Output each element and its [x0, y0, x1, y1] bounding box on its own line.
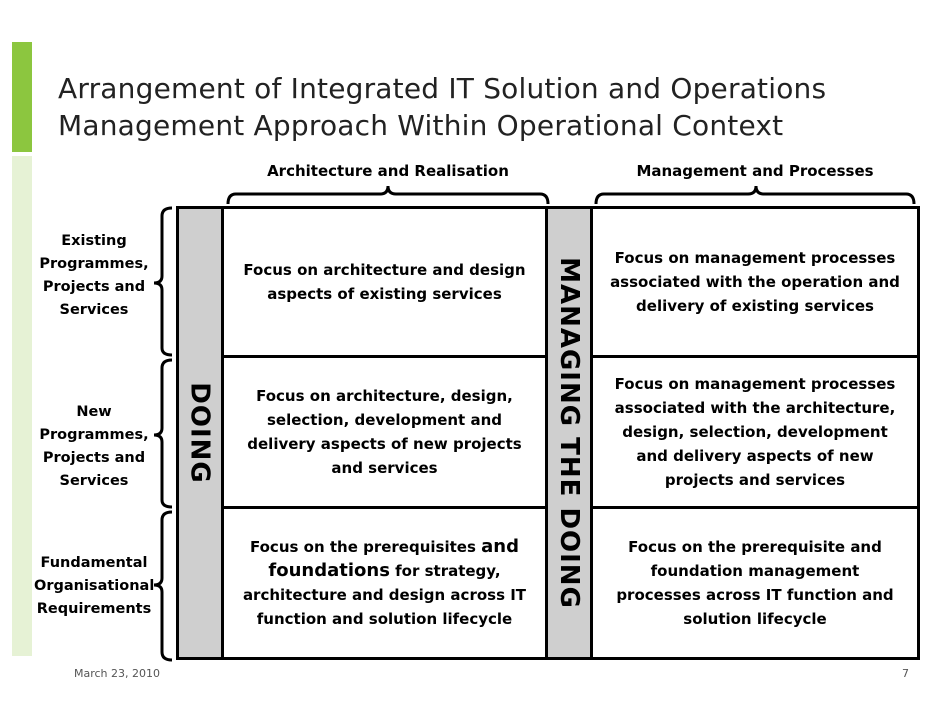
- cell-line: Focus on the prerequisite and: [628, 538, 882, 556]
- cell-line: foundation management: [650, 562, 860, 580]
- cell-line: selection, development and: [267, 411, 502, 429]
- cell-line: Focus on management processes: [614, 249, 896, 267]
- row-label-line: Requirements: [36, 601, 152, 617]
- row-label-line: Projects and: [42, 450, 146, 466]
- row-label-line: Projects and: [42, 279, 146, 295]
- brace-management: [596, 186, 914, 204]
- page-number: 7: [902, 667, 909, 680]
- cell-arch-fundamental: [224, 509, 545, 657]
- cell-line: associated with the architecture,: [614, 399, 896, 417]
- cell-line: delivery aspects of new projects: [247, 435, 522, 453]
- title-line-1: Arrangement of Integrated IT Solution and Operations: [58, 72, 827, 105]
- cell-line: solution lifecycle: [683, 610, 827, 628]
- cell-line: architecture and design across IT: [242, 586, 527, 604]
- row-label-line: Programmes,: [39, 427, 149, 443]
- row-label-existing: [34, 230, 154, 322]
- row-label-line: Existing: [61, 233, 127, 249]
- managing-band: [548, 209, 590, 657]
- cell-line: design, selection, development: [622, 423, 888, 441]
- cell-line: [243, 559, 526, 583]
- cell-text: Focus on the prerequisites: [249, 538, 476, 556]
- doing-label: DOING: [185, 382, 215, 484]
- cell-line: aspects of existing services: [267, 285, 502, 303]
- title-line-2: Management Approach Within Operational Context: [58, 109, 784, 142]
- brace-architecture: [228, 186, 548, 204]
- row-label-line: Programmes,: [39, 256, 149, 272]
- column-header-management: Management and Processes: [636, 162, 874, 180]
- cell-line: function and solution lifecycle: [256, 610, 513, 628]
- cell-line: delivery of existing services: [636, 297, 874, 315]
- row-label-new: [34, 401, 154, 493]
- cell-line: [243, 535, 526, 559]
- cell-text-large: foundations: [268, 560, 390, 581]
- cell-line: associated with the operation and: [610, 273, 900, 291]
- row-label-fundamental: [34, 552, 154, 621]
- cell-mgmt-fundamental: [593, 509, 917, 657]
- accent-bar-top: [12, 42, 32, 152]
- row-label-line: Organisational: [34, 578, 155, 594]
- brace-row-2: [154, 360, 172, 507]
- cell-line: and services: [331, 459, 438, 477]
- cell-line: Focus on architecture, design,: [256, 387, 513, 405]
- cell-line: Focus on architecture and design: [243, 261, 526, 279]
- row-label-line: Services: [59, 473, 129, 489]
- cell-mgmt-new: [593, 358, 917, 506]
- accent-bar-bottom: [12, 156, 32, 656]
- cell-text-large: and: [481, 536, 519, 557]
- managing-label: MANAGING THE DOING: [554, 257, 584, 609]
- cell-arch-new: [224, 358, 545, 506]
- row-label-line: Services: [59, 302, 129, 318]
- slide-title: [58, 70, 918, 144]
- brace-row-1: [154, 208, 172, 355]
- cell-line: and delivery aspects of new: [636, 447, 874, 465]
- column-header-architecture: Architecture and Realisation: [267, 162, 509, 180]
- cell-line: projects and services: [664, 471, 846, 489]
- cell-line: Focus on management processes: [614, 375, 896, 393]
- doing-band: [179, 209, 221, 657]
- brace-row-3: [154, 512, 172, 660]
- cell-line: processes across IT function and: [616, 586, 894, 604]
- row-label-line: Fundamental: [40, 555, 148, 571]
- matrix-frame: [176, 206, 920, 660]
- cell-text: for strategy,: [395, 562, 501, 580]
- row-label-line: New: [76, 404, 112, 420]
- footer-date: March 23, 2010: [74, 667, 161, 680]
- cell-mgmt-existing: [593, 209, 917, 355]
- cell-arch-existing: [224, 209, 545, 355]
